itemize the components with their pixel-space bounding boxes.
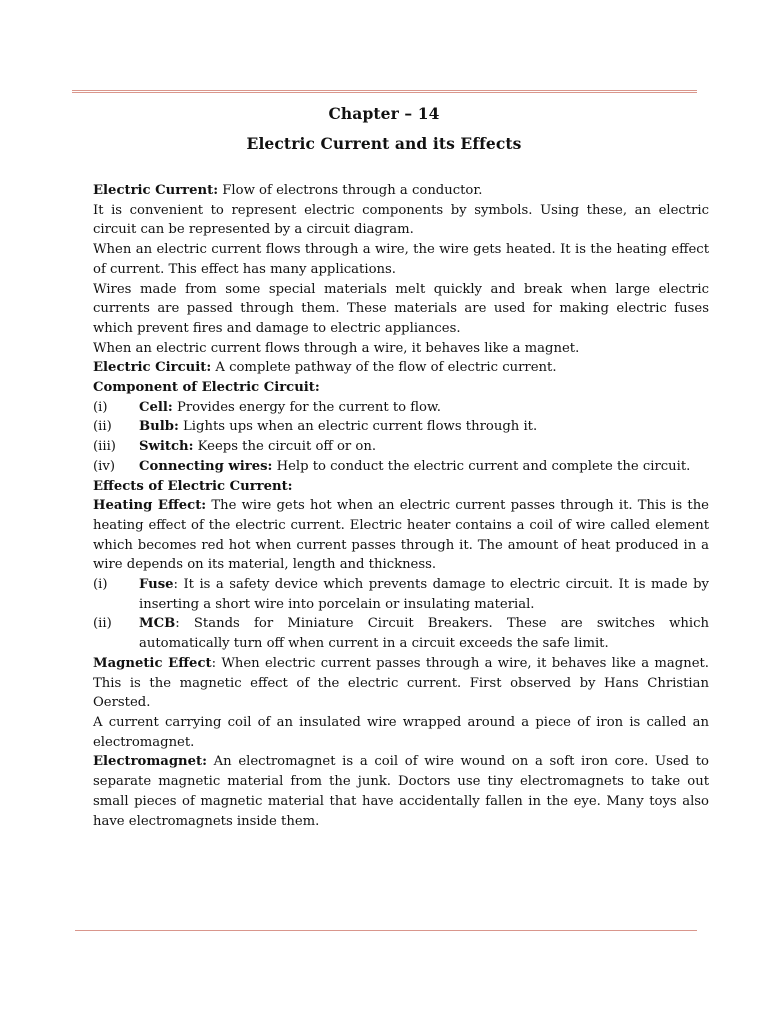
list-description: Lights ups when an electric current flows through it. [178,419,538,435]
list-number: (i) [93,399,108,415]
definition-electric-circuit: A complete pathway of the flow of electric current. [211,360,557,376]
list-term: MCB [139,616,176,632]
list-description: Keeps the circuit off or on. [193,439,377,455]
list-description: : Stands for Miniature Circuit Breakers. These are switches which automatically turn off when current in a circuit exceeds the safe limit. [139,616,709,652]
paragraph-magnet: When an electric current flows through a wire, it behaves like a magnet. [93,340,580,356]
list-description: : It is a safety device which prevents damage to electric circuit. It is made by inserting a short wire into porcelain or insulating material. [139,577,709,612]
list-item [93,437,709,457]
definition-heating-effect: The wire gets hot when an electric current passes through it. This is the heating effect of the electric current. Electric heater contains a coil of wire called element which becomes red hot when current passes through it. The amount of heat produced in a wire depends on its material, length and thickness. [93,498,709,573]
bottom-divider [75,930,697,931]
paragraph-coil: A current carrying coil of an insulated wire wrapped around a piece of iron is called an electromagnet. [93,714,709,750]
paragraph-electric-circuit [93,358,709,378]
paragraph-electric-current [93,181,709,201]
list-text [139,575,709,614]
list-number: (i) [93,577,108,593]
effects-heading-text: Effects of Electric Current: [93,478,293,494]
heading-effects [93,477,709,497]
paragraph-magnetic-effect [93,654,709,713]
list-text [139,417,709,437]
list-term: Connecting wires: [139,458,273,474]
chapter-content [93,181,709,831]
list-term: Cell: [139,399,173,415]
term-magnetic-effect: Magnetic Effect [93,655,212,671]
list-item [93,417,709,437]
list-description: Help to conduct the electric current and complete the circuit. [272,458,691,474]
heading-components [93,378,709,398]
paragraph-electromagnet [93,752,709,831]
term-electromagnet: Electromagnet: [93,754,207,770]
list-text [139,614,709,653]
list-item [93,575,709,614]
list-item [93,398,709,418]
term-electric-current: Electric Current: [93,183,219,198]
chapter-title: Electric Current and its Effects [246,134,522,153]
list-description: Provides energy for the current to flow. [172,399,441,415]
list-number: (iii) [93,439,116,455]
definition-electromagnet: An electromagnet is a coil of wire wound on a soft iron core. Used to separate magnetic material from the junk. Doctors use tiny electromagnets to take out small pieces of magnetic material that have accidentally fallen in the eye. Many toys also have electromagnets inside them. [93,754,709,829]
paragraph-heating-effect [93,496,709,575]
list-number: (ii) [93,616,112,632]
definition-electric-current: Flow of electrons through a conductor. [218,183,483,198]
list-term: Bulb: [139,419,179,435]
paragraph-symbols: It is convenient to represent electric components by symbols. Using these, an electric circuit can be represented by a circuit diagram. [93,202,709,238]
components-heading-text: Component of Electric Circuit: [93,380,320,396]
list-term: Switch: [139,439,194,455]
term-electric-circuit: Electric Circuit: [93,360,212,376]
term-heating-effect: Heating Effect: [93,498,207,514]
list-number: (iv) [93,458,115,474]
list-text [139,398,709,418]
paragraph-heating: When an electric current flows through a wire, the wire gets heated. It is the heating effect of current. This effect has many applications. [93,242,709,277]
list-text [139,457,709,477]
list-term: Fuse [139,577,174,593]
paragraph-fuses: Wires made from some special materials melt quickly and break when large electric currents are passed through them. These materials are used for making electric fuses which prevent fires and damage to electric appliances. [93,281,709,336]
definition-magnetic-effect: : When electric current passes through a wire, it behaves like a magnet. This is the magnetic effect of the electric current. First observed by Hans Christian Oersted. [93,655,709,711]
list-number: (ii) [93,419,112,435]
list-item [93,614,709,653]
top-divider [72,90,697,93]
chapter-number: Chapter – 14 [328,104,440,123]
list-text [139,437,709,457]
list-item [93,457,709,477]
